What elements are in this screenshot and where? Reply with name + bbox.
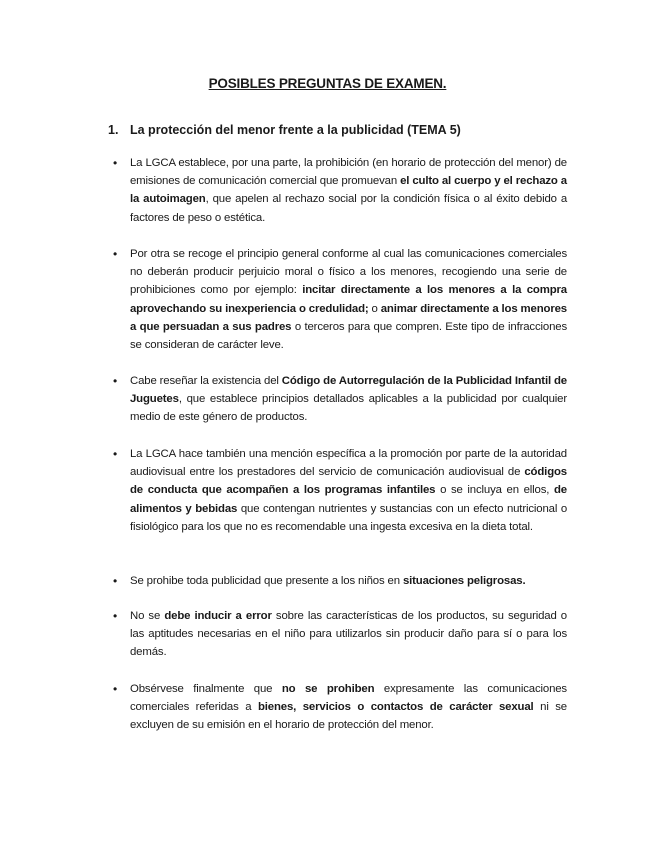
text-run: Cabe reseñar la existencia del (130, 375, 282, 387)
bullet-text (130, 680, 567, 735)
text-run: Obsérvese finalmente que (130, 683, 282, 695)
text-run: , que apelen al rechazo social por la condición física o al éxito debido a factores de peso o estética. (130, 193, 568, 224)
bold-run: el culto al cuerpo y el rechazo a la autoimagen (130, 175, 567, 206)
section-number: 1. (108, 123, 119, 137)
bullet-text (130, 445, 567, 536)
text-run: Por otra se recoge el principio general conforme al cual las comunicaciones comerciales no deberán producir perjuicio moral o físico a los menores, recogiendo una serie de prohibiciones como por ejemplo: (130, 248, 567, 297)
text-run: No se (130, 610, 165, 622)
text-run: La LGCA establece, por una parte, la prohibición (en horario de protección del menor) de emisiones de comunicación comercial que promuevan (130, 157, 567, 188)
bold-run: códigos de conducta que acompañen a los programas infantiles (130, 466, 567, 497)
bullet-text (130, 607, 567, 662)
bullet-icon: • (113, 374, 118, 388)
text-run: que contengan nutrientes y sustancias con un efecto nutricional o fisiológico para los que no es recomendable una ingesta excesiva en la dieta total. (130, 502, 568, 533)
document-title: POSIBLES PREGUNTAS DE EXAMEN. (208, 76, 447, 91)
bold-run: Código de Autorregulación de la Publicidad Infantil de Juguetes (130, 375, 567, 406)
bold-run: bienes, servicios o contactos de carácter sexual (257, 701, 534, 714)
section-heading-text: La protección del menor frente a la publicidad (TEMA 5) (130, 123, 461, 137)
bold-run: no se prohiben (281, 683, 375, 695)
section-heading (108, 123, 461, 137)
bullet-icon: • (113, 574, 118, 588)
bold-run: situaciones peligrosas. (402, 575, 526, 587)
text-run: o (368, 302, 381, 315)
text-run: Se prohibe toda publicidad que presente a los niños en (130, 575, 403, 587)
bold-run: debe inducir a error (164, 610, 272, 622)
bullet-icon: • (113, 447, 118, 461)
bold-run: incitar directamente a los menores a la compra aprovechando su inexperiencia o credulidad; (130, 284, 567, 315)
bullet-icon: • (113, 247, 118, 261)
bullet-icon: • (113, 156, 118, 170)
text-run: o terceros para que compren. Este tipo de infracciones se consideran de carácter leve. (130, 320, 567, 352)
text-run: o se incluya en ellos, (435, 484, 554, 497)
bullet-text (130, 372, 567, 427)
bullet-icon: • (113, 682, 118, 696)
bullet-text (130, 154, 567, 227)
text-run: ni se excluyen de su emisión en el horario de protección del menor. (130, 701, 567, 732)
text-run: expresamente las comunicaciones comerciales referidas a (130, 683, 567, 714)
text-run: , que establece principios detallados aplicables a la publicidad por cualquier medio de este género de productos. (130, 393, 567, 424)
text-run: La LGCA hace también una mención específica a la promoción por parte de la autoridad audiovisual entre los prestadores del servicio de comunicación audiovisual de (130, 448, 567, 479)
text-run: sobre las características de los productos, su seguridad o las aptitudes necesarias en el niño para utilizarlos sin producir daño para sí o para los demás. (130, 610, 567, 659)
bold-run: de alimentos y bebidas (130, 484, 567, 515)
bold-run: animar directamente a los menores a que persuadan a sus padres (130, 302, 567, 333)
bullet-text (130, 245, 567, 354)
bullet-text (130, 572, 567, 590)
bullet-icon: • (113, 609, 118, 623)
